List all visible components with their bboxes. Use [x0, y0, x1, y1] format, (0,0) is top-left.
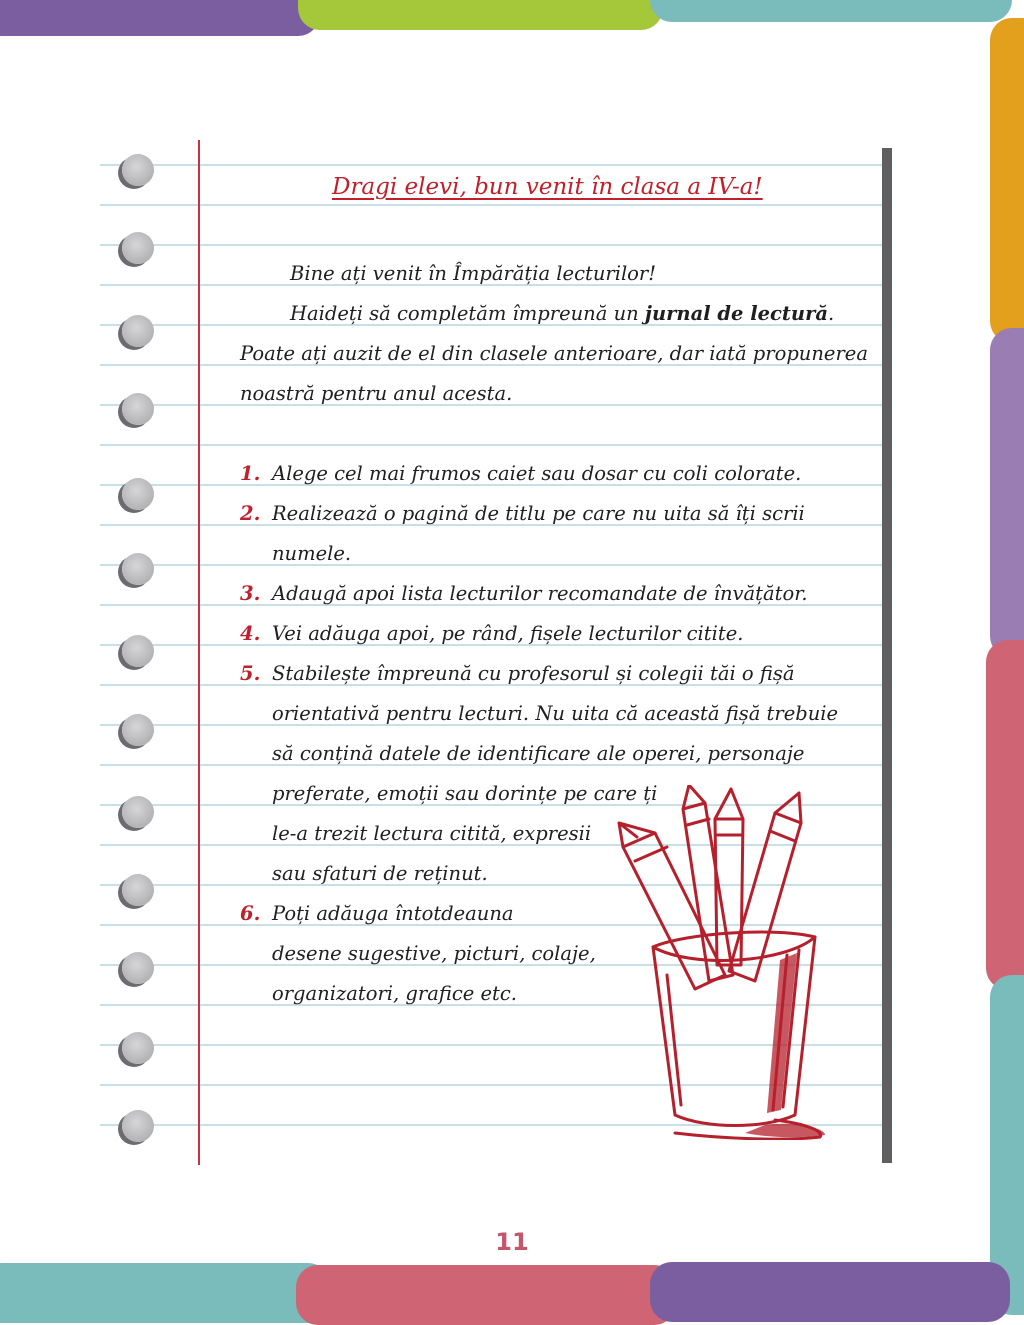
binder-hole [122, 1032, 154, 1064]
binder-hole [122, 635, 154, 667]
ruled-line [100, 204, 882, 206]
border-strip-teal-bottom [0, 1263, 330, 1323]
ruled-line [100, 164, 882, 166]
page-number: 11 [495, 1228, 529, 1256]
step-text: le-a trezit lectura citită, expresii [272, 822, 592, 845]
step-text: numele. [272, 542, 352, 565]
binder-hole [122, 315, 154, 347]
notebook-page [100, 140, 890, 1165]
border-strip-orange-right [990, 18, 1024, 343]
pencil-cup-icon [615, 785, 830, 1140]
intro-line-3: Poate ați auzit de el din clasele anterioare, dar iată propunerea [240, 342, 868, 365]
binder-hole [122, 154, 154, 186]
step-text: organizatori, grafice etc. [272, 982, 517, 1005]
border-strip-lilac-right [990, 328, 1024, 658]
step-text: Adaugă apoi lista lecturilor recomandate de învățător. [272, 582, 808, 605]
step-text: Stabilește împreună cu profesorul și colegii tăi o fișă [272, 662, 795, 685]
step-text: sau sfaturi de reținut. [272, 862, 488, 885]
page-edge [882, 148, 892, 1163]
step-text: Poți adăuga întotdeauna [272, 902, 514, 925]
step-number: 3. [240, 582, 261, 605]
jurnal-highlight: jurnal de lectură [644, 302, 829, 325]
binder-hole [122, 1110, 154, 1142]
ruled-line [100, 444, 882, 446]
step-text: preferate, emoții sau dorințe pe care ți [272, 782, 658, 805]
border-strip-purple-bottom [650, 1262, 1010, 1322]
step-number: 2. [240, 502, 261, 525]
step-text: Realizează o pagină de titlu pe care nu uita să îți scrii [272, 502, 805, 525]
intro-line-4: noastră pentru anul acesta. [240, 382, 513, 405]
binder-hole [122, 393, 154, 425]
step-number: 6. [240, 902, 261, 925]
border-strip-teal-top [650, 0, 1012, 22]
border-strip-green-top [298, 0, 663, 30]
ruled-line [100, 244, 882, 246]
step-text: Vei adăuga apoi, pe rând, fișele lecturilor citite. [272, 622, 744, 645]
step-text: desene sugestive, picturi, colaje, [272, 942, 596, 965]
step-number: 4. [240, 622, 261, 645]
step-number: 5. [240, 662, 261, 685]
binder-hole [122, 553, 154, 585]
border-strip-purple-top [0, 0, 320, 36]
binder-hole [122, 796, 154, 828]
step-text: orientativă pentru lecturi. Nu uita că această fișă trebuie [272, 702, 839, 725]
margin-rule [198, 140, 200, 1165]
binder-hole [122, 232, 154, 264]
border-strip-pink-bottom [296, 1265, 676, 1325]
step-text: Alege cel mai frumos caiet sau dosar cu coli colorate. [272, 462, 802, 485]
binder-hole [122, 952, 154, 984]
step-text: să conțină datele de identificare ale operei, personaje [272, 742, 805, 765]
intro-line-1: Bine ați venit în Împărăția lecturilor! [290, 262, 657, 285]
page-title: Dragi elevi, bun venit în clasa a IV-a! [332, 174, 763, 200]
step-number: 1. [240, 462, 261, 485]
border-strip-pink-right [986, 640, 1024, 990]
binder-hole [122, 874, 154, 906]
binder-hole [122, 478, 154, 510]
ruled-line [100, 564, 882, 566]
intro-line-2: Haideți să completăm împreună un jurnal de lectură. [290, 302, 835, 325]
binder-hole [122, 714, 154, 746]
